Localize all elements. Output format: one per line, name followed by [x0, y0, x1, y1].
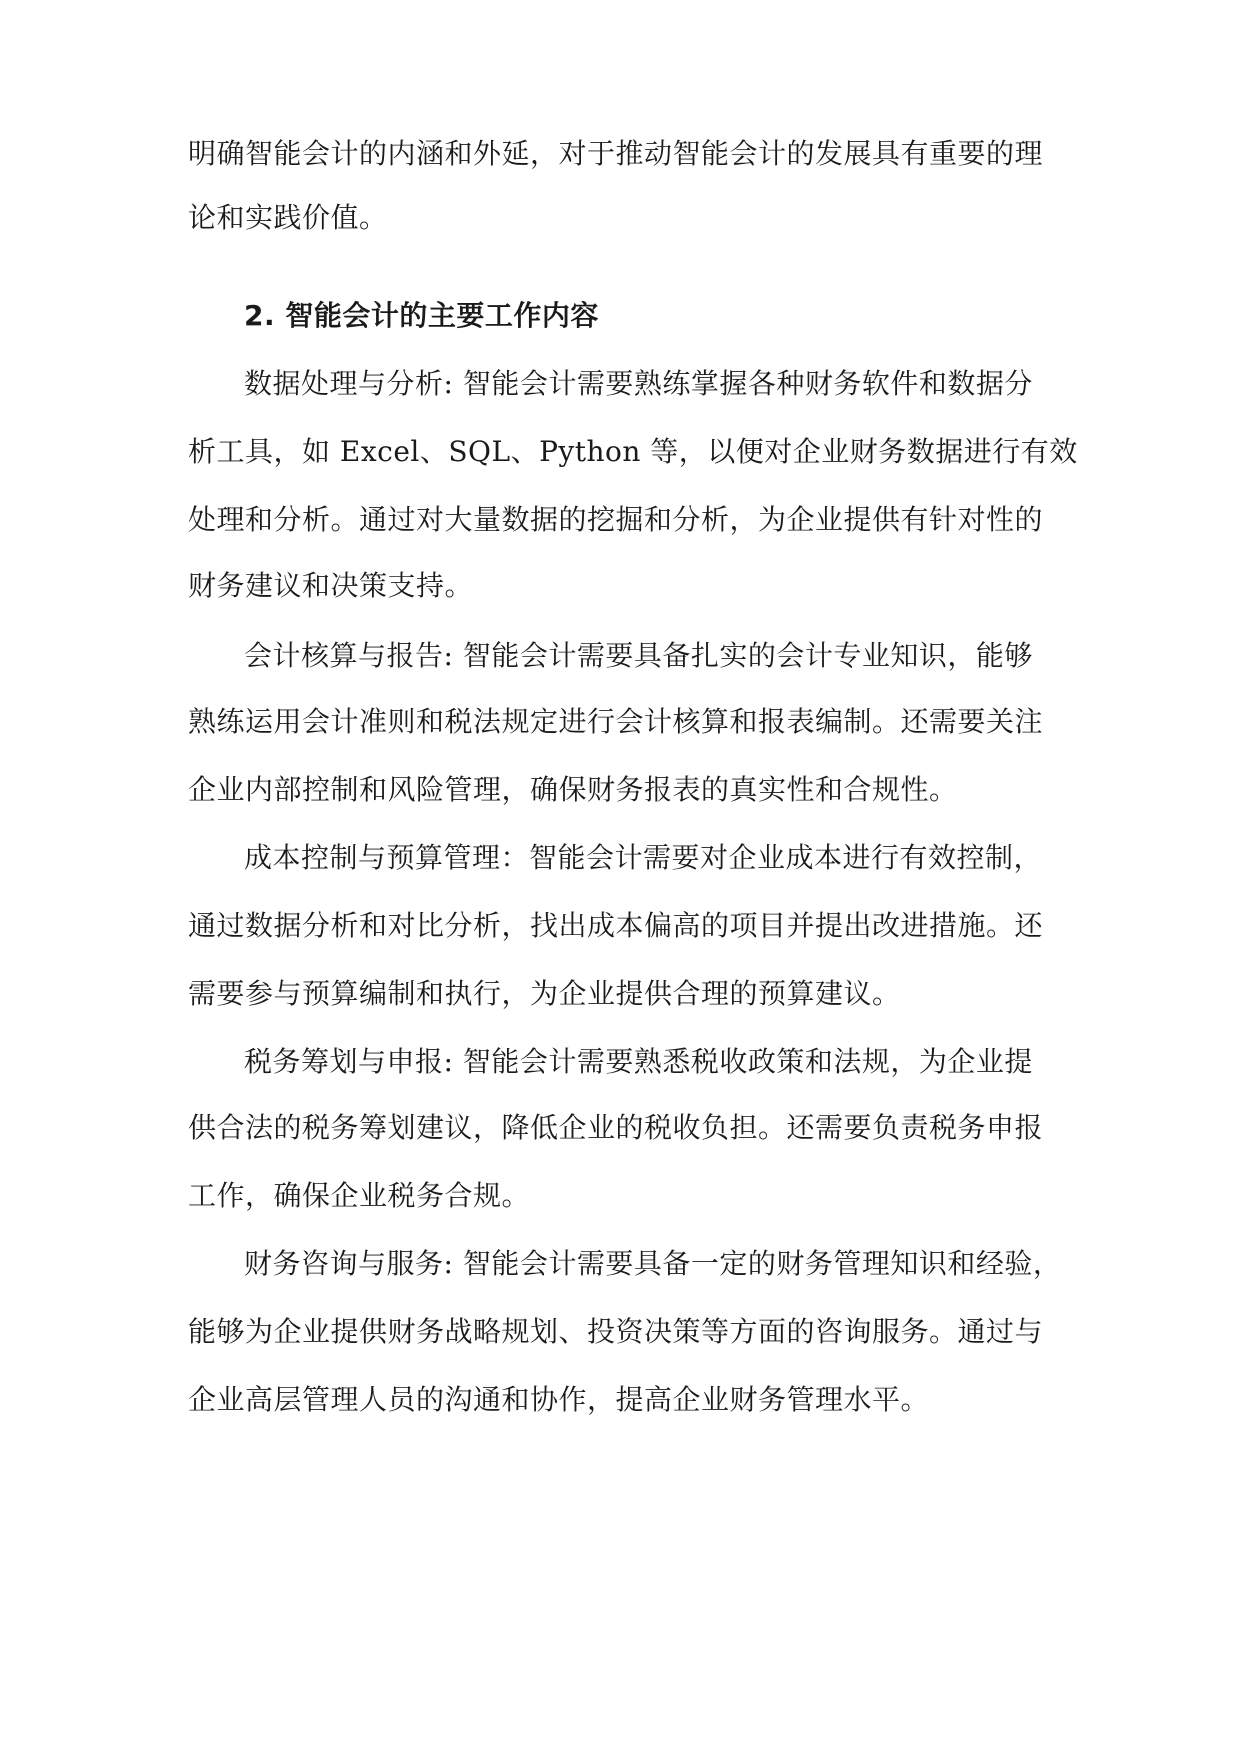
paragraph-line: 数据处理与分析: 智能会计需要熟练掌握各种财务软件和数据分 — [244, 367, 1033, 400]
paragraph-line: 会计核算与报告: 智能会计需要具备扎实的会计专业知识，能够 — [244, 639, 1033, 672]
paragraph-line: 企业内部控制和风险管理，确保财务报表的真实性和合规性。 — [188, 773, 958, 806]
intro-line: 论和实践价值。 — [188, 201, 388, 234]
paragraph-line: 税务筹划与申报: 智能会计需要熟悉税收政策和法规，为企业提 — [244, 1045, 1033, 1078]
paragraph-line: 需要参与预算编制和执行，为企业提供合理的预算建议。 — [188, 977, 901, 1010]
paragraph-line: 通过数据分析和对比分析，找出成本偏高的项目并提出改进措施。还 — [188, 909, 1044, 942]
paragraph-line: 财务咨询与服务: 智能会计需要具备一定的财务管理知识和经验， — [244, 1247, 1062, 1280]
paragraph-line: 供合法的税务筹划建议，降低企业的税收负担。还需要负责税务申报 — [188, 1111, 1044, 1144]
paragraph-line: 企业高层管理人员的沟通和协作，提高企业财务管理水平。 — [188, 1383, 930, 1416]
paragraph-line: 能够为企业提供财务战略规划、投资决策等方面的咨询服务。通过与 — [188, 1315, 1044, 1348]
paragraph-line: 析工具，如 Excel、SQL、Python 等，以便对企业财务数据进行有效 — [188, 435, 1078, 468]
paragraph-line: 处理和分析。通过对大量数据的挖掘和分析，为企业提供有针对性的 — [188, 503, 1044, 536]
section-heading: 2. 智能会计的主要工作内容 — [244, 299, 599, 332]
paragraph-line: 成本控制与预算管理：智能会计需要对企业成本进行有效控制， — [244, 841, 1043, 874]
paragraph-line: 财务建议和决策支持。 — [188, 569, 474, 602]
paragraph-line: 熟练运用会计准则和税法规定进行会计核算和报表编制。还需要关注 — [188, 705, 1044, 738]
paragraph-line: 工作，确保企业税务合规。 — [188, 1179, 531, 1212]
intro-line: 明确智能会计的内涵和外延，对于推动智能会计的发展具有重要的理 — [188, 137, 1044, 170]
